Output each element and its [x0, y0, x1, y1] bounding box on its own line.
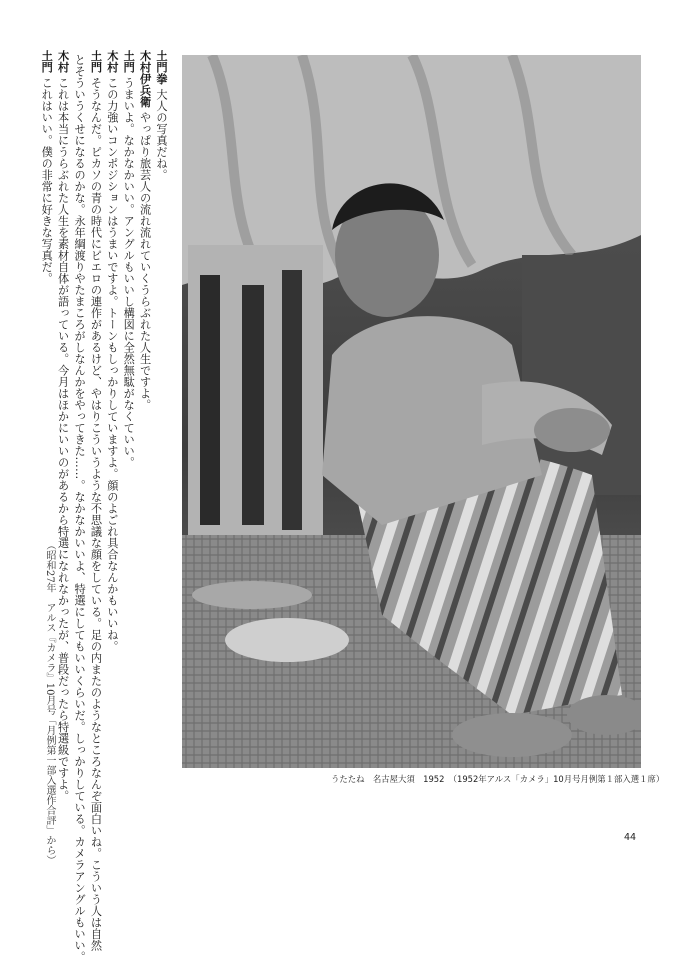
dialogue-text: これはいい。僕の非常に好きな写真だ。 — [40, 77, 54, 284]
dialogue-line — [73, 50, 87, 962]
dialogue-text: とそういうくせになるのかな。永年綱渡りやたまころがしなんかをやってきた……。なかなかいいよ、特選にしてもいいくらいだ。しっかりしている。カメラアングルもいい。 — [73, 54, 87, 962]
photograph — [182, 55, 641, 768]
speaker-label: 土門 — [122, 50, 136, 73]
dialogue-text: そうなんだ。ピカソの青の時代にピエロの連作があるけど、やはりこういうような不思議な顔をしている。足の内またのようなところなんぞ面白いね。こういう人は自然 — [89, 77, 103, 951]
speaker-label: 土門 — [89, 50, 103, 73]
dialogue-text: これは本当にうらぶれた人生を素材自体が語っている。今月はほかにいいのがあるから特選になれなかったが、普段だったら特選級ですよ。 — [56, 77, 70, 802]
speaker-label: 土門 — [40, 50, 54, 73]
speaker-label: 木村 — [56, 50, 70, 73]
speaker-label: 木村 — [105, 50, 119, 73]
page-number: 44 — [624, 832, 637, 843]
dialogue-line — [139, 50, 150, 690]
photo-illustration — [182, 55, 641, 768]
dialogue-line — [156, 50, 167, 690]
speaker-label: 土門拳 — [155, 50, 168, 85]
dialogue-line — [56, 50, 70, 802]
dialogue-text: 大人の写真だね。 — [155, 88, 168, 181]
dialogue-line — [89, 50, 103, 951]
photo-caption: うたたね 名古屋大須 1952 （1952年アルス「カメラ」10月号月例第１部入選１席） — [331, 774, 665, 784]
dialogue-text: この力強いコンポジションはうまいですよ。トーンもしっかりしていますよ。顔のよごれ具合なんかもいいね。 — [105, 77, 119, 652]
dialogue-text: やっぱり旅芸人の流れ流れていくうらぶれた人生ですよ。 — [138, 111, 152, 411]
dialogue-text: うまいよ。なかなかいい。アングルもいいし構図に全然無駄がなくていい。 — [122, 77, 136, 468]
source-note: （昭和27年 アルス『カメラ』10月号「月例第一部入選作合評」から） — [44, 540, 55, 866]
dialogue-line — [123, 50, 134, 690]
dialogue-line — [107, 50, 118, 690]
speaker-label: 木村伊兵衛 — [138, 50, 152, 108]
